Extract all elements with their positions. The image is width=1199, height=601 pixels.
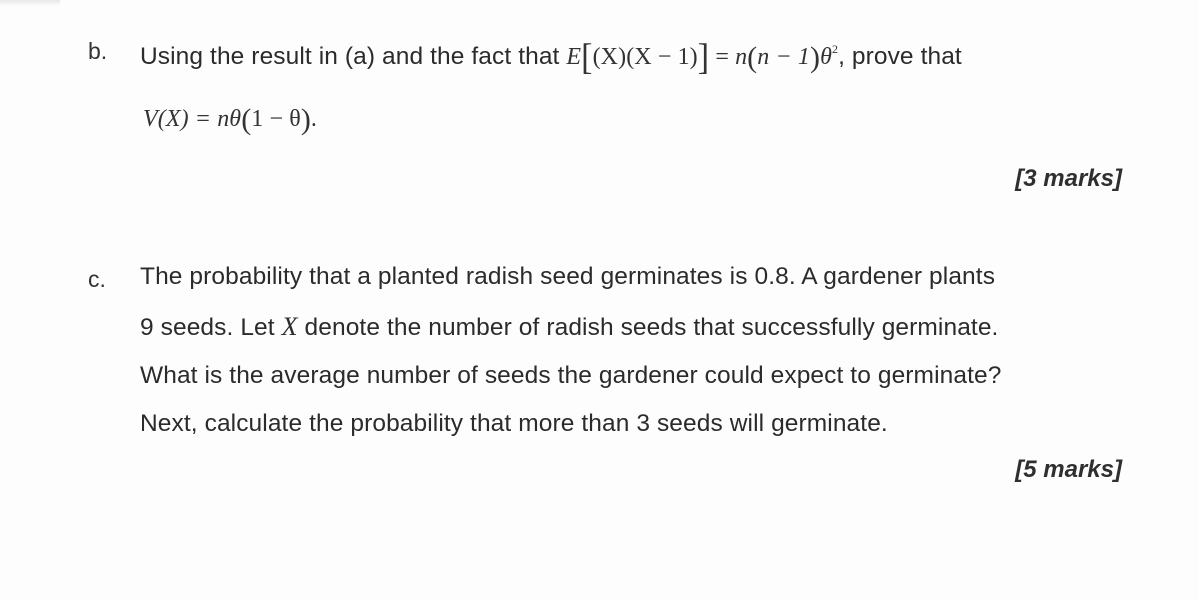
rhs-inner: n − 1 [757, 44, 810, 70]
scan-edge-shadow [0, 0, 60, 6]
variance-end: . [310, 106, 318, 132]
random-variable-x: X [281, 312, 298, 341]
part-c-marks: [5 marks] [1015, 456, 1122, 483]
part-c-label: c. [88, 266, 106, 292]
variance-formula: V(X) = nθ(1 − θ). [143, 103, 318, 136]
part-b-formula: $E[(X)(X - 1)] = n(n - 1)\theta^2$ [566, 37, 839, 78]
variance-inner: 1 − θ [251, 106, 301, 132]
variance-lhs: V(X) = nθ [143, 106, 242, 132]
part-c-line-2-start: 9 seeds. Let [140, 314, 275, 341]
rhs-n: n [735, 44, 748, 70]
expectation-symbol: E [566, 44, 582, 70]
part-c-line-2 [140, 312, 998, 342]
rhs-theta: θ [820, 44, 832, 70]
part-c-line-3: What is the average number of seeds the gardener could expect to germinate? [140, 362, 1002, 389]
part-b-marks: [3 marks] [1015, 165, 1122, 192]
part-c-line-1: The probability that a planted radish seed germinates is 0.8. A gardener plants [140, 263, 996, 290]
part-c-line-2-end: denote the number of radish seeds that successfully germinate. [304, 314, 999, 341]
part-b-text-after: , prove that [838, 43, 962, 70]
part-b-line-2 [143, 103, 317, 137]
part-b-text-before: Using the result in (a) and the fact that [140, 43, 560, 70]
expectation-inner: (X)(X − 1) [592, 44, 698, 70]
rhs-exponent: 2 [831, 42, 839, 56]
part-c-line-4: Next, calculate the probability that more than 3 seeds will germinate. [140, 410, 888, 437]
part-b-line-1 [140, 39, 962, 77]
part-b-label: b. [88, 38, 108, 64]
equals-sign: = [715, 44, 729, 70]
